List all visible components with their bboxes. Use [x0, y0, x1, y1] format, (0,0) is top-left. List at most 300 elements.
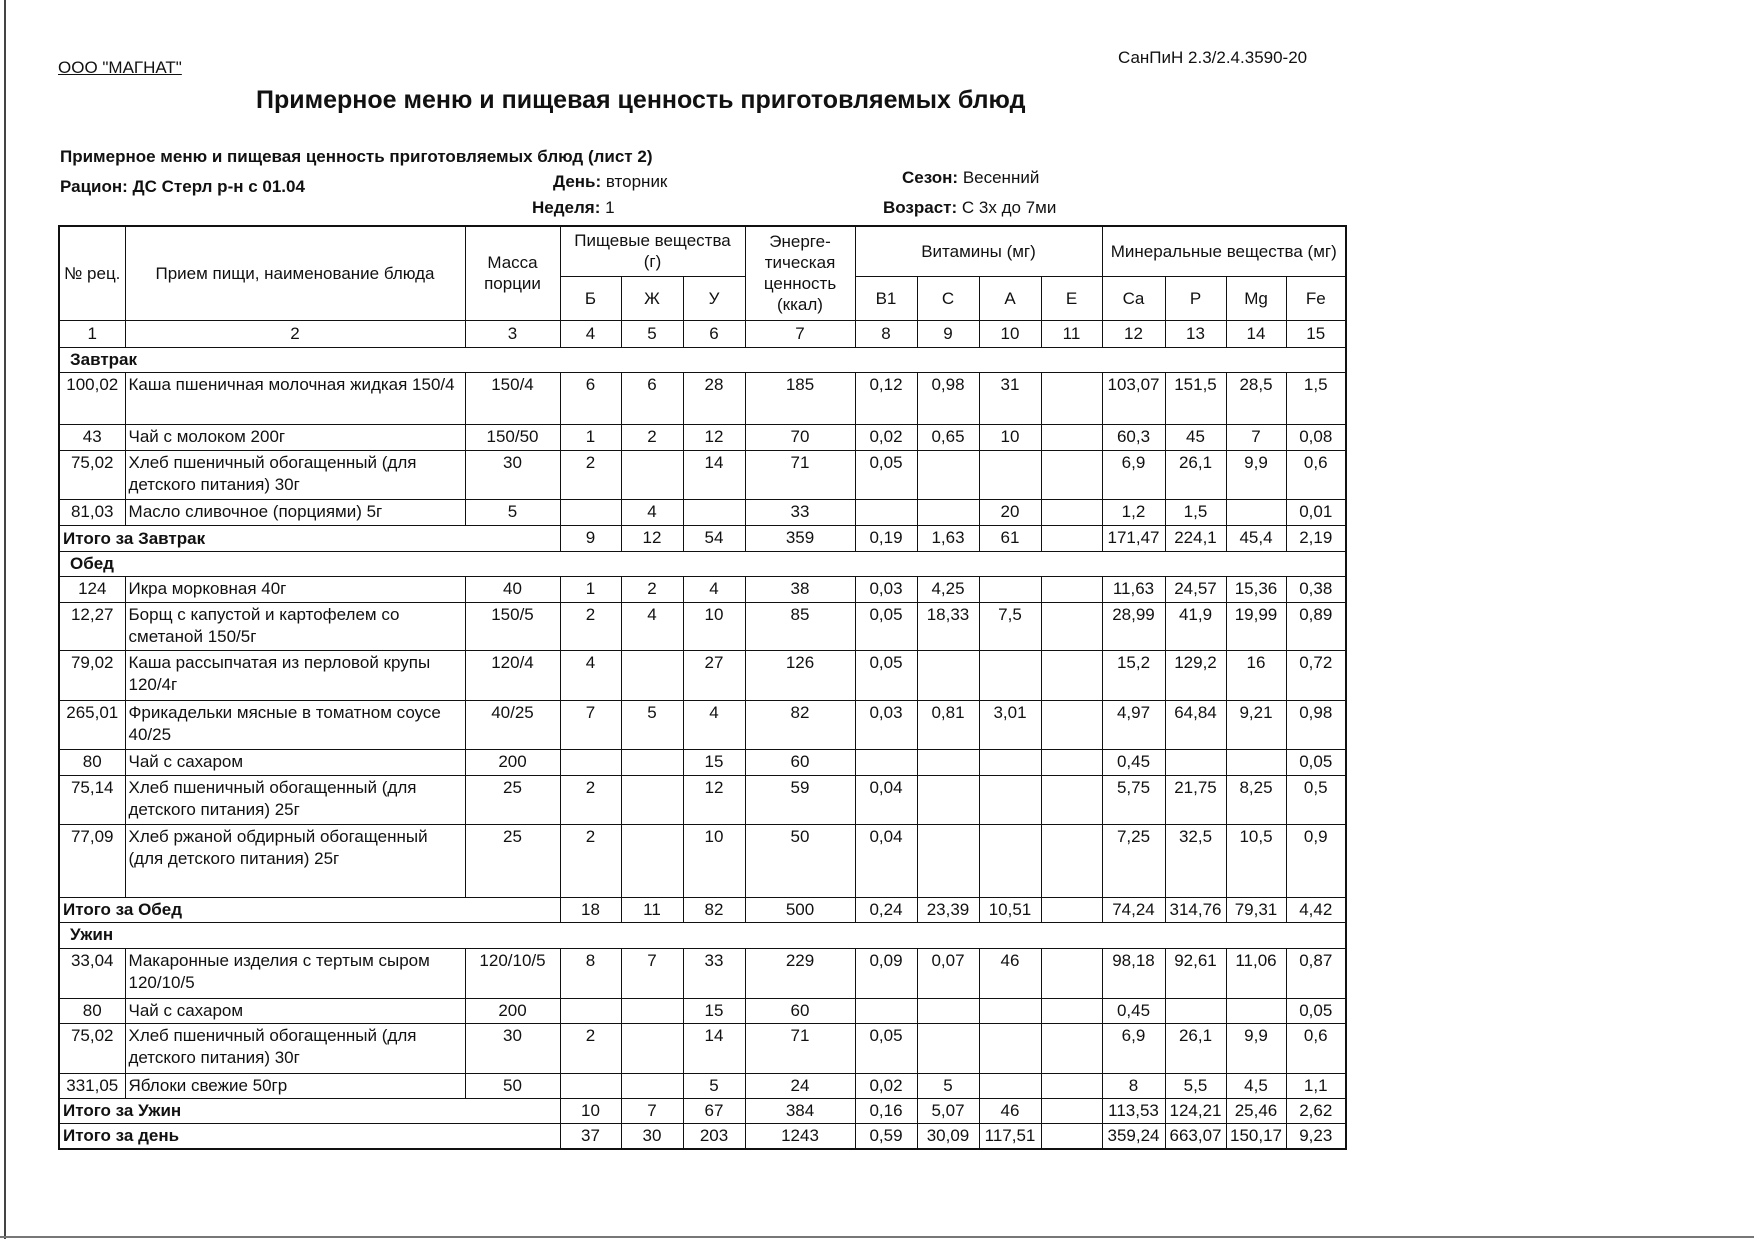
value-cell: 16 — [1226, 650, 1286, 700]
value-cell: 0,04 — [855, 824, 917, 897]
value-cell — [621, 998, 683, 1023]
value-cell: 24,57 — [1165, 576, 1226, 602]
value-cell — [917, 1023, 979, 1073]
value-cell: 9,21 — [1226, 700, 1286, 749]
value-cell — [979, 824, 1041, 897]
total-cell: 61 — [979, 525, 1041, 551]
value-cell: 8 — [560, 948, 621, 998]
table-row — [59, 1073, 1346, 1098]
day-value: вторник — [605, 172, 668, 191]
value-cell: 14 — [683, 1023, 745, 1073]
value-cell — [1041, 499, 1102, 525]
total-cell: 0,24 — [855, 897, 917, 922]
value-cell: 0,5 — [1286, 775, 1346, 824]
dish-name: Икра морковная 40г — [125, 576, 465, 602]
column-number: 8 — [855, 320, 917, 347]
value-cell: 46 — [979, 948, 1041, 998]
value-cell — [1041, 998, 1102, 1023]
value-cell: 0,6 — [1286, 1023, 1346, 1073]
value-cell: 6,9 — [1102, 450, 1165, 499]
age-info — [883, 198, 1056, 218]
table-row — [59, 998, 1346, 1023]
value-cell — [1041, 424, 1102, 450]
week-value: 1 — [605, 198, 615, 217]
total-cell: 12 — [621, 525, 683, 551]
value-cell: 0,12 — [855, 372, 917, 424]
total-cell: 113,53 — [1102, 1098, 1165, 1123]
value-cell: 18,33 — [917, 602, 979, 650]
ration-value: ДС Стерл р-н с 01.04 — [132, 177, 305, 196]
value-cell — [855, 998, 917, 1023]
value-cell — [979, 998, 1041, 1023]
column-number: 4 — [560, 320, 621, 347]
value-cell: 30 — [465, 450, 560, 499]
season-value: Весенний — [962, 168, 1040, 187]
value-cell: 0,81 — [917, 700, 979, 749]
total-cell: 9,23 — [1286, 1123, 1346, 1149]
value-cell: 4,97 — [1102, 700, 1165, 749]
value-cell: 12 — [683, 424, 745, 450]
table-row — [59, 602, 1346, 650]
value-cell: 19,99 — [1226, 602, 1286, 650]
value-cell: 60 — [745, 749, 855, 775]
menu-table — [58, 225, 1347, 1150]
header-recipe-number: № рец. — [59, 226, 125, 320]
dish-name: Хлеб пшеничный обогащенный (для детского питания) 30г — [125, 1023, 465, 1073]
total-cell: 54 — [683, 525, 745, 551]
value-cell: 103,07 — [1102, 372, 1165, 424]
value-cell: 200 — [465, 749, 560, 775]
value-cell: 40 — [465, 576, 560, 602]
header-energy: Энерге-тическая ценность (ккал) — [745, 226, 855, 320]
value-cell: 0,07 — [917, 948, 979, 998]
value-cell: 9,9 — [1226, 1023, 1286, 1073]
total-cell: 0,19 — [855, 525, 917, 551]
value-cell: 4 — [683, 700, 745, 749]
age-value: С 3х до 7ми — [961, 198, 1057, 217]
total-cell: 663,07 — [1165, 1123, 1226, 1149]
value-cell: 38 — [745, 576, 855, 602]
value-cell: 40/25 — [465, 700, 560, 749]
column-number: 6 — [683, 320, 745, 347]
value-cell: 15,2 — [1102, 650, 1165, 700]
value-cell: 32,5 — [1165, 824, 1226, 897]
value-cell: 2 — [560, 775, 621, 824]
value-cell: 10,5 — [1226, 824, 1286, 897]
header-e: E — [1041, 276, 1102, 320]
value-cell: 2 — [560, 824, 621, 897]
recipe-number: 100,02 — [59, 372, 125, 424]
value-cell: 60 — [745, 998, 855, 1023]
column-number: 10 — [979, 320, 1041, 347]
value-cell: 0,05 — [855, 1023, 917, 1073]
table-row — [59, 824, 1346, 897]
value-cell — [560, 1073, 621, 1098]
value-cell — [917, 998, 979, 1023]
total-cell: 45,4 — [1226, 525, 1286, 551]
table-row — [59, 775, 1346, 824]
header-a: A — [979, 276, 1041, 320]
recipe-number: 124 — [59, 576, 125, 602]
value-cell: 1 — [560, 576, 621, 602]
scan-edge — [0, 1236, 1754, 1238]
total-cell: 10,51 — [979, 897, 1041, 922]
value-cell: 200 — [465, 998, 560, 1023]
total-label: Итого за Завтрак — [59, 525, 560, 551]
value-cell: 229 — [745, 948, 855, 998]
value-cell — [560, 998, 621, 1023]
value-cell: 20 — [979, 499, 1041, 525]
value-cell — [1226, 499, 1286, 525]
column-number: 9 — [917, 320, 979, 347]
table-row — [59, 372, 1346, 424]
recipe-number: 75,02 — [59, 1023, 125, 1073]
total-cell: 124,21 — [1165, 1098, 1226, 1123]
column-number: 11 — [1041, 320, 1102, 347]
value-cell: 0,08 — [1286, 424, 1346, 450]
value-cell: 4 — [621, 602, 683, 650]
total-cell: 30,09 — [917, 1123, 979, 1149]
value-cell: 0,45 — [1102, 749, 1165, 775]
column-number: 12 — [1102, 320, 1165, 347]
value-cell — [1165, 749, 1226, 775]
value-cell: 0,05 — [855, 650, 917, 700]
recipe-number: 75,02 — [59, 450, 125, 499]
value-cell: 0,72 — [1286, 650, 1346, 700]
total-cell: 150,17 — [1226, 1123, 1286, 1149]
sanpin-reference: СанПиН 2.3/2.4.3590-20 — [1118, 48, 1308, 67]
value-cell: 2 — [560, 1023, 621, 1073]
value-cell: 9,9 — [1226, 450, 1286, 499]
scan-edge — [4, 0, 6, 1239]
total-label: Итого за Ужин — [59, 1098, 560, 1123]
header-dish-name: Прием пищи, наименование блюда — [125, 226, 465, 320]
total-cell: 5,07 — [917, 1098, 979, 1123]
header-у: У — [683, 276, 745, 320]
value-cell — [917, 650, 979, 700]
total-cell: 82 — [683, 897, 745, 922]
total-cell: 359 — [745, 525, 855, 551]
total-cell: 18 — [560, 897, 621, 922]
total-cell: 203 — [683, 1123, 745, 1149]
value-cell: 85 — [745, 602, 855, 650]
value-cell: 1,5 — [1286, 372, 1346, 424]
table-row — [59, 749, 1346, 775]
value-cell: 7 — [1226, 424, 1286, 450]
total-cell — [1041, 897, 1102, 922]
total-label: Итого за день — [59, 1123, 560, 1149]
value-cell: 4,5 — [1226, 1073, 1286, 1098]
ration-info — [60, 177, 305, 197]
value-cell: 0,03 — [855, 576, 917, 602]
value-cell: 0,87 — [1286, 948, 1346, 998]
value-cell: 10 — [683, 824, 745, 897]
total-cell: 314,76 — [1165, 897, 1226, 922]
value-cell — [979, 1023, 1041, 1073]
value-cell — [1041, 576, 1102, 602]
value-cell: 7,25 — [1102, 824, 1165, 897]
value-cell: 28,5 — [1226, 372, 1286, 424]
value-cell — [1041, 775, 1102, 824]
value-cell — [621, 450, 683, 499]
value-cell: 4 — [683, 576, 745, 602]
dish-name: Чай с молоком 200г — [125, 424, 465, 450]
value-cell: 26,1 — [1165, 450, 1226, 499]
total-cell: 37 — [560, 1123, 621, 1149]
value-cell: 4 — [621, 499, 683, 525]
value-cell: 0,05 — [855, 450, 917, 499]
value-cell: 70 — [745, 424, 855, 450]
value-cell: 33 — [683, 948, 745, 998]
header-portion-mass: Масса порции — [465, 226, 560, 320]
meal-section-label: Завтрак — [59, 347, 1346, 372]
value-cell: 50 — [465, 1073, 560, 1098]
value-cell: 1,2 — [1102, 499, 1165, 525]
value-cell: 5 — [621, 700, 683, 749]
value-cell: 6 — [621, 372, 683, 424]
dish-name: Чай с сахаром — [125, 998, 465, 1023]
table-row — [59, 700, 1346, 749]
value-cell: 0,05 — [1286, 998, 1346, 1023]
meal-section-row — [59, 551, 1346, 576]
value-cell: 10 — [979, 424, 1041, 450]
value-cell: 2 — [621, 424, 683, 450]
value-cell: 25 — [465, 824, 560, 897]
recipe-number: 80 — [59, 749, 125, 775]
value-cell: 8 — [1102, 1073, 1165, 1098]
value-cell — [917, 499, 979, 525]
total-cell: 2,19 — [1286, 525, 1346, 551]
header-b1: B1 — [855, 276, 917, 320]
value-cell: 45 — [1165, 424, 1226, 450]
total-cell: 0,16 — [855, 1098, 917, 1123]
value-cell: 0,02 — [855, 1073, 917, 1098]
header-ж: Ж — [621, 276, 683, 320]
value-cell: 31 — [979, 372, 1041, 424]
value-cell — [1041, 602, 1102, 650]
column-number: 7 — [745, 320, 855, 347]
recipe-number: 43 — [59, 424, 125, 450]
value-cell: 15,36 — [1226, 576, 1286, 602]
value-cell: 8,25 — [1226, 775, 1286, 824]
value-cell — [979, 576, 1041, 602]
day-label: День: — [553, 172, 602, 191]
value-cell: 5 — [917, 1073, 979, 1098]
value-cell — [560, 749, 621, 775]
value-cell — [979, 775, 1041, 824]
recipe-number: 331,05 — [59, 1073, 125, 1098]
recipe-number: 75,14 — [59, 775, 125, 824]
value-cell: 120/4 — [465, 650, 560, 700]
value-cell: 5,5 — [1165, 1073, 1226, 1098]
meal-section-row — [59, 347, 1346, 372]
total-cell — [1041, 1123, 1102, 1149]
value-cell — [979, 1073, 1041, 1098]
value-cell: 4,25 — [917, 576, 979, 602]
season-info — [902, 168, 1039, 188]
value-cell: 0,02 — [855, 424, 917, 450]
value-cell — [1041, 1023, 1102, 1073]
value-cell: 21,75 — [1165, 775, 1226, 824]
value-cell: 41,9 — [1165, 602, 1226, 650]
dish-name: Макаронные изделия с тертым сыром 120/10/5 — [125, 948, 465, 998]
page-subtitle: Примерное меню и пищевая ценность приготовляемых блюд (лист 2) — [60, 147, 653, 166]
value-cell: 28,99 — [1102, 602, 1165, 650]
value-cell — [917, 824, 979, 897]
recipe-number: 12,27 — [59, 602, 125, 650]
value-cell: 15 — [683, 998, 745, 1023]
value-cell — [621, 775, 683, 824]
column-number: 13 — [1165, 320, 1226, 347]
value-cell: 0,05 — [1286, 749, 1346, 775]
total-row — [59, 1123, 1346, 1149]
dish-name: Борщ с капустой и картофелем со сметаной 150/5г — [125, 602, 465, 650]
value-cell: 0,38 — [1286, 576, 1346, 602]
value-cell: 24 — [745, 1073, 855, 1098]
value-cell: 11,63 — [1102, 576, 1165, 602]
total-row — [59, 1098, 1346, 1123]
table-row — [59, 450, 1346, 499]
value-cell — [917, 749, 979, 775]
total-cell: 74,24 — [1102, 897, 1165, 922]
value-cell — [621, 749, 683, 775]
header-c: C — [917, 276, 979, 320]
recipe-number: 80 — [59, 998, 125, 1023]
value-cell: 6,9 — [1102, 1023, 1165, 1073]
total-cell: 23,39 — [917, 897, 979, 922]
dish-name: Хлеб ржаной обдирный обогащенный (для детского питания) 25г — [125, 824, 465, 897]
total-cell: 2,62 — [1286, 1098, 1346, 1123]
header-fe: Fe — [1286, 276, 1346, 320]
total-cell: 10 — [560, 1098, 621, 1123]
header-nutrients: Пищевые вещества (г) — [560, 226, 745, 276]
total-cell: 1243 — [745, 1123, 855, 1149]
value-cell: 27 — [683, 650, 745, 700]
value-cell: 185 — [745, 372, 855, 424]
value-cell: 10 — [683, 602, 745, 650]
age-label: Возраст: — [883, 198, 958, 217]
value-cell: 5 — [683, 1073, 745, 1098]
value-cell: 50 — [745, 824, 855, 897]
dish-name: Хлеб пшеничный обогащенный (для детского питания) 30г — [125, 450, 465, 499]
value-cell — [979, 749, 1041, 775]
value-cell: 0,01 — [1286, 499, 1346, 525]
day-info — [553, 172, 667, 192]
value-cell — [1226, 749, 1286, 775]
value-cell — [621, 1073, 683, 1098]
week-label: Неделя: — [532, 198, 601, 217]
value-cell: 59 — [745, 775, 855, 824]
value-cell: 92,61 — [1165, 948, 1226, 998]
recipe-number: 79,02 — [59, 650, 125, 700]
total-cell: 171,47 — [1102, 525, 1165, 551]
dish-name: Яблоки свежие 50гр — [125, 1073, 465, 1098]
value-cell: 33 — [745, 499, 855, 525]
header-mg: Mg — [1226, 276, 1286, 320]
recipe-number: 33,04 — [59, 948, 125, 998]
table-row — [59, 1023, 1346, 1073]
value-cell — [917, 450, 979, 499]
value-cell: 64,84 — [1165, 700, 1226, 749]
total-cell: 79,31 — [1226, 897, 1286, 922]
table-row — [59, 499, 1346, 525]
total-cell: 9 — [560, 525, 621, 551]
total-row — [59, 525, 1346, 551]
total-cell: 25,46 — [1226, 1098, 1286, 1123]
value-cell: 0,05 — [855, 602, 917, 650]
value-cell — [979, 650, 1041, 700]
value-cell: 11,06 — [1226, 948, 1286, 998]
meal-section-label: Обед — [59, 551, 1346, 576]
header-б: Б — [560, 276, 621, 320]
value-cell: 14 — [683, 450, 745, 499]
column-number: 3 — [465, 320, 560, 347]
value-cell: 26,1 — [1165, 1023, 1226, 1073]
value-cell: 71 — [745, 1023, 855, 1073]
recipe-number: 265,01 — [59, 700, 125, 749]
value-cell — [1041, 700, 1102, 749]
value-cell — [1041, 1073, 1102, 1098]
value-cell: 12 — [683, 775, 745, 824]
total-cell: 4,42 — [1286, 897, 1346, 922]
total-cell: 359,24 — [1102, 1123, 1165, 1149]
value-cell: 5,75 — [1102, 775, 1165, 824]
value-cell — [979, 450, 1041, 499]
week-info — [532, 198, 615, 218]
value-cell — [1041, 372, 1102, 424]
value-cell — [1041, 824, 1102, 897]
value-cell: 151,5 — [1165, 372, 1226, 424]
value-cell: 28 — [683, 372, 745, 424]
value-cell: 30 — [465, 1023, 560, 1073]
value-cell: 1,1 — [1286, 1073, 1346, 1098]
value-cell: 0,89 — [1286, 602, 1346, 650]
value-cell — [917, 775, 979, 824]
total-cell: 224,1 — [1165, 525, 1226, 551]
total-cell: 7 — [621, 1098, 683, 1123]
value-cell — [855, 749, 917, 775]
value-cell: 7 — [560, 700, 621, 749]
total-cell: 0,59 — [855, 1123, 917, 1149]
value-cell — [683, 499, 745, 525]
value-cell — [560, 499, 621, 525]
column-number: 2 — [125, 320, 465, 347]
value-cell: 60,3 — [1102, 424, 1165, 450]
total-cell: 30 — [621, 1123, 683, 1149]
total-cell: 117,51 — [979, 1123, 1041, 1149]
value-cell: 2 — [560, 450, 621, 499]
total-cell: 11 — [621, 897, 683, 922]
dish-name: Чай с сахаром — [125, 749, 465, 775]
value-cell: 15 — [683, 749, 745, 775]
value-cell — [855, 499, 917, 525]
dish-name: Масло сливочное (порциями) 5г — [125, 499, 465, 525]
total-cell: 1,63 — [917, 525, 979, 551]
value-cell — [621, 824, 683, 897]
value-cell: 0,98 — [917, 372, 979, 424]
value-cell — [1226, 998, 1286, 1023]
value-cell — [1041, 450, 1102, 499]
total-row — [59, 897, 1346, 922]
value-cell: 150/5 — [465, 602, 560, 650]
value-cell: 4 — [560, 650, 621, 700]
total-cell — [1041, 525, 1102, 551]
dish-name: Фрикадельки мясные в томатном соусе 40/25 — [125, 700, 465, 749]
season-label: Сезон: — [902, 168, 959, 187]
total-label: Итого за Обед — [59, 897, 560, 922]
ration-label: Рацион: — [60, 177, 128, 196]
value-cell: 98,18 — [1102, 948, 1165, 998]
